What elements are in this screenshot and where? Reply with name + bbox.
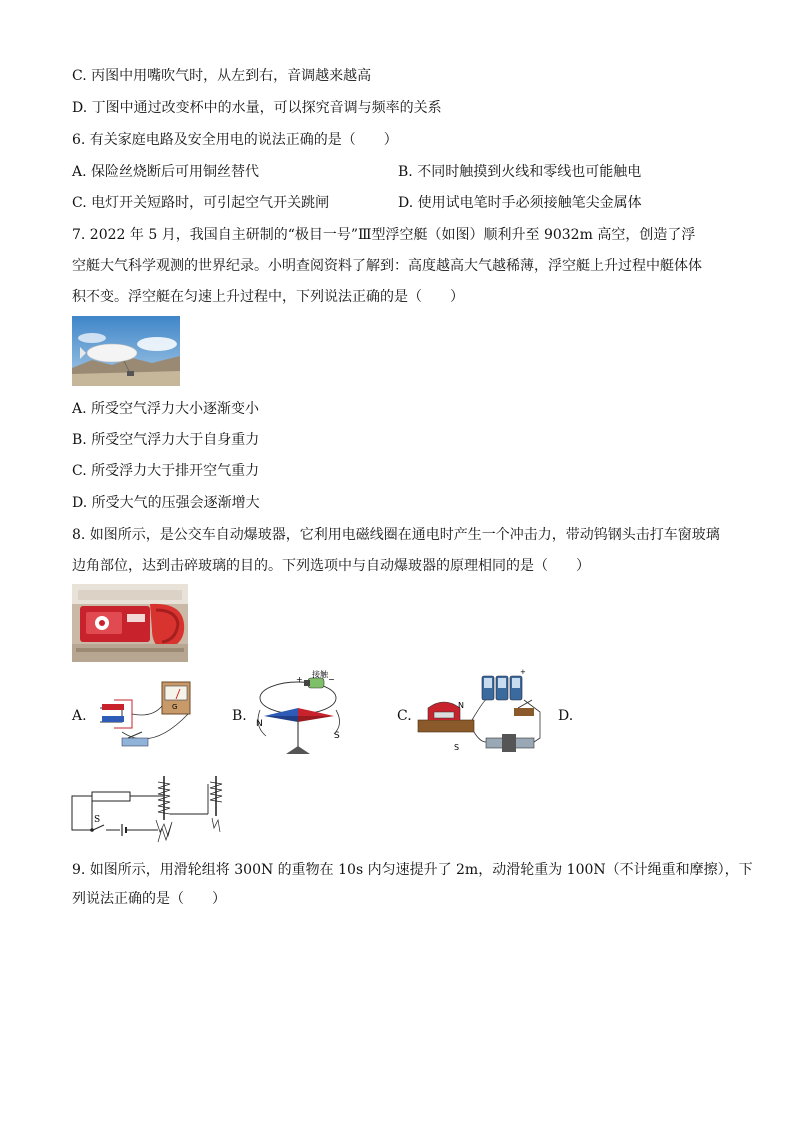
q8-option-d-figure — [68, 770, 244, 848]
q7-stem-line2: 空艇大气科学观测的世界纪录。小明查阅资料了解到：高度越高大气越稀薄，浮空艇上升过程中艇体体 — [72, 258, 702, 274]
q7-option-a: A. 所受空气浮力大小逐渐变小 — [72, 401, 260, 417]
q9-stem-line2: 列说法正确的是（ ） — [72, 891, 226, 907]
q5-option-c: C. 丙图中用嘴吹气时，从左到右，音调越来越高 — [72, 68, 372, 84]
q8-option-b-figure — [250, 670, 354, 760]
q7-option-b: B. 所受空气浮力大于自身重力 — [72, 432, 260, 448]
minus-label: − — [328, 675, 335, 684]
battery-plus-label: + — [520, 668, 526, 676]
plus-label: + — [296, 675, 303, 684]
needle-s-label: S — [334, 731, 340, 741]
magnet-n-label: N — [458, 701, 464, 710]
q6-option-b: B. 不同时触摸到火线和零线也可能触电 — [398, 164, 642, 180]
q7-stem-line3: 积不变。浮空艇在匀速上升过程中，下列说法正确的是（ ） — [72, 289, 464, 305]
q8-stem-line1: 8. 如图所示，是公交车自动爆玻器，它利用电磁线圈在通电时产生一个冲击力，带动钨钢头击打车窗玻璃 — [72, 527, 720, 543]
q8-option-a-label: A. — [72, 708, 87, 724]
needle-n-label: N — [256, 719, 263, 729]
q8-option-d-label: D. — [558, 708, 574, 724]
window-breaker-photo — [72, 584, 188, 662]
q9-stem-line1: 9. 如图所示，用滑轮组将 300N 的重物在 10s 内匀速提升了 2m，动滑轮重为 100N（不计绳重和摩擦），下 — [72, 862, 753, 878]
q6-stem: 6. 有关家庭电路及安全用电的说法正确的是（ ） — [72, 132, 398, 148]
ammeter-g-label: G — [172, 703, 178, 711]
q6-option-a: A. 保险丝烧断后可用铜丝替代 — [72, 164, 260, 180]
q8-option-b-label: B. — [232, 708, 247, 724]
q7-option-d: D. 所受大气的压强会逐渐增大 — [72, 495, 260, 511]
q6-option-c: C. 电灯开关短路时，可引起空气开关跳闸 — [72, 195, 330, 211]
q8-option-c-figure — [414, 666, 554, 762]
contact-label: 接触 — [312, 670, 328, 679]
q8-option-c-label: C. — [397, 708, 412, 724]
q7-option-c: C. 所受浮力大于排开空气重力 — [72, 463, 260, 479]
q8-option-a-figure — [92, 678, 196, 758]
airship-photo — [72, 316, 180, 386]
magnet-s-label: S — [454, 743, 460, 752]
q5-option-d: D. 丁图中通过改变杯中的水量，可以探究音调与频率的关系 — [72, 100, 442, 116]
q7-stem-line1: 7. 2022 年 5 月，我国自主研制的“极目一号”Ⅲ型浮空艇（如图）顺利升至 9032m 高空，创造了浮 — [72, 227, 696, 243]
q6-option-d: D. 使用试电笔时手必须接触笔尖金属体 — [398, 195, 642, 211]
switch-s-label: S — [94, 815, 101, 825]
q8-stem-line2: 边角部位，达到击碎玻璃的目的。下列选项中与自动爆玻器的原理相同的是（ ） — [72, 558, 590, 574]
